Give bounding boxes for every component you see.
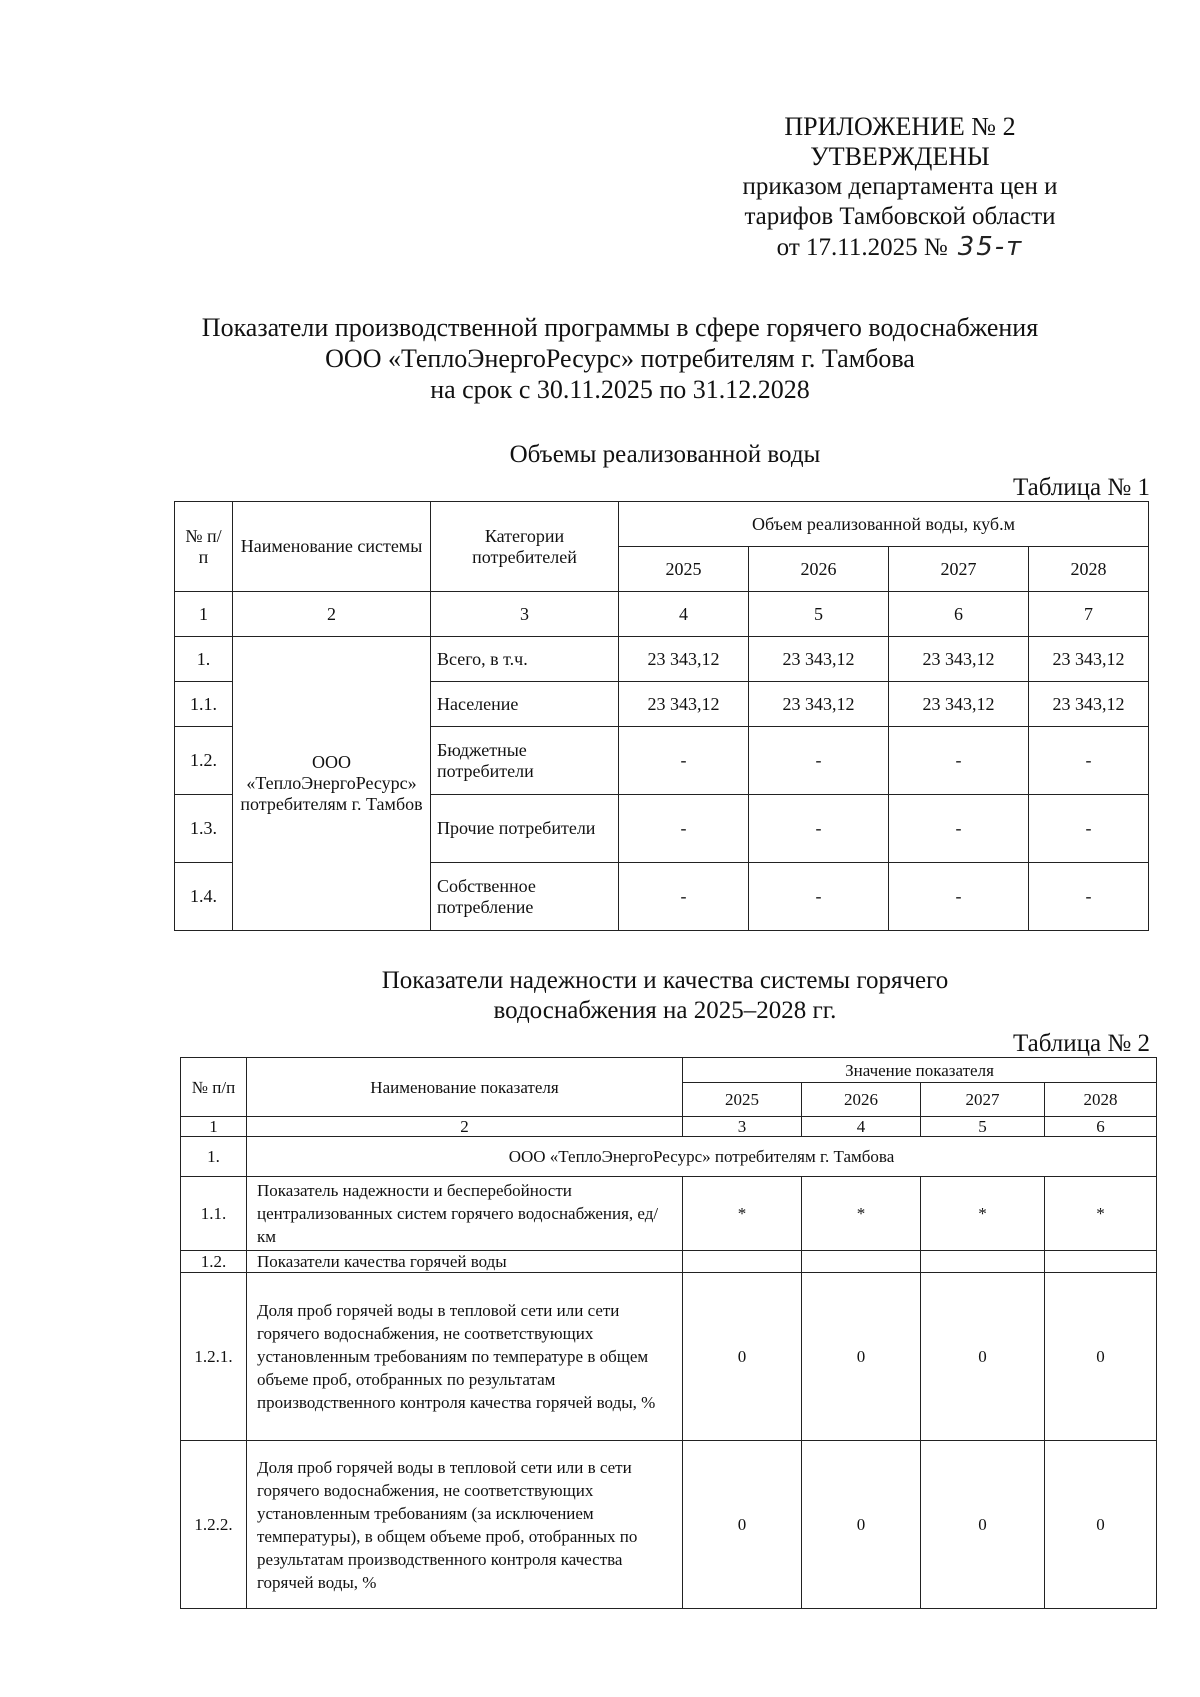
row-value: 0 [1045,1273,1157,1441]
table-row [175,637,1149,682]
table-row [181,1251,1157,1273]
row-value: 23 343,12 [1029,682,1149,727]
t1-index-row [175,592,1149,637]
t2-year: 2027 [921,1083,1045,1117]
row-value: 0 [683,1273,802,1441]
table2-title-line-2: водоснабжения на 2025–2028 гг. [493,997,837,1024]
row-num: 1.2.2. [181,1441,247,1609]
row-value: 0 [802,1441,921,1609]
table2-section-title [150,966,1180,1026]
quality-table [180,1057,1157,1609]
row-value: - [749,727,889,795]
t1-header-system: Наименование системы [233,502,431,592]
row-value: * [802,1177,921,1251]
approval-header [710,112,1090,263]
row-indicator-name: Доля проб горячей воды в тепловой сети или сети горячего водоснабжения, не соответствующих установленным требованиям по температуре в общем объеме проб, отобранных по результатам производственного контроля качества горячей воды, % [247,1273,683,1441]
row-value: 0 [1045,1441,1157,1609]
table2-title-line-1: Показатели надежности и качества системы горячего [381,967,949,994]
row-value: - [619,863,749,931]
row-value: 23 343,12 [619,637,749,682]
table2-label: Таблица № 2 [1012,1030,1150,1057]
row-value: 0 [921,1273,1045,1441]
row-num: 1. [175,637,233,682]
volumes-table [174,501,1149,931]
approval-line-2: тарифов Тамбовской области [744,203,1056,230]
row-indicator-name: Показатель надежности и бесперебойности централизованных систем горячего водоснабжения, ед/км [247,1177,683,1251]
t1-index-cell: 5 [749,592,889,637]
row-value: - [619,795,749,863]
row-category: Всего, в т.ч. [431,637,619,682]
t1-year: 2026 [749,547,889,592]
row-value: - [1029,727,1149,795]
row-indicator-name: Показатели качества горячей воды [247,1251,683,1273]
row-num: 1.2. [175,727,233,795]
order-date-line [710,232,1090,263]
row-category: Прочие потребители [431,795,619,863]
row-num: 1.4. [175,863,233,931]
row-value: - [619,727,749,795]
row-value: 0 [921,1441,1045,1609]
t1-header-num: № п/п [175,502,233,592]
row-num: 1.1. [175,682,233,727]
t1-index-cell: 3 [431,592,619,637]
row-value: 23 343,12 [889,682,1029,727]
row-category: Население [431,682,619,727]
row-category: Собственное потребление [431,863,619,931]
row-value: 0 [683,1441,802,1609]
title-line-1: Показатели производственной программы в сфере горячего водоснабжения [201,313,1039,342]
org-row-text: ООО «ТеплоЭнергоРесурс» потребителям г. Тамбова [247,1137,1157,1177]
t2-year: 2028 [1045,1083,1157,1117]
system-name-cell: ООО «ТеплоЭнергоРесурс» потребителям г. Тамбов [233,637,431,931]
row-indicator-name: Доля проб горячей воды в тепловой сети или в сети горячего водоснабжения, не соответствующих установленным требованиям (за исключением температуры), в общем объеме проб, отобранных по результатам производственного контроля качества горячей воды, % [247,1441,683,1609]
approved-heading: УТВЕРЖДЕНЫ [810,142,990,171]
empty-cell [921,1251,1045,1273]
title-line-2: ООО «ТеплоЭнергоРесурс» потребителям г. Тамбова [325,344,915,373]
row-value: 0 [802,1273,921,1441]
t1-header-category: Категории потребителей [431,502,619,592]
row-value: * [921,1177,1045,1251]
row-num: 1.2. [181,1251,247,1273]
table-row [181,1137,1157,1177]
order-date: от 17.11.2025 № [776,234,948,261]
row-value: 23 343,12 [1029,637,1149,682]
row-value: - [889,795,1029,863]
row-value: 23 343,12 [619,682,749,727]
empty-cell [683,1251,802,1273]
row-value: - [749,863,889,931]
empty-cell [1045,1251,1157,1273]
t1-index-cell: 2 [233,592,431,637]
table1-section-title: Объемы реализованной воды [509,441,821,468]
t1-index-cell: 7 [1029,592,1149,637]
t1-year: 2028 [1029,547,1149,592]
document-title [120,312,1120,405]
t1-header-volume: Объем реализованной воды, куб.м [619,502,1149,547]
table-row [181,1177,1157,1251]
row-num: 1. [181,1137,247,1177]
row-value: - [1029,795,1149,863]
row-value: - [749,795,889,863]
row-value: 23 343,12 [889,637,1029,682]
t2-header-value: Значение показателя [683,1058,1157,1083]
t2-index-cell: 3 [683,1117,802,1137]
row-num: 1.1. [181,1177,247,1251]
t1-index-cell: 4 [619,592,749,637]
t2-index-cell: 4 [802,1117,921,1137]
t2-index-cell: 1 [181,1117,247,1137]
t2-header-name: Наименование показателя [247,1058,683,1117]
row-num: 1.3. [175,795,233,863]
row-value: * [1045,1177,1157,1251]
table-row [181,1441,1157,1609]
row-category: Бюджетные потребители [431,727,619,795]
row-value: 23 343,12 [749,637,889,682]
order-number-handwritten: 35-т [957,232,1024,262]
t1-index-cell: 1 [175,592,233,637]
t1-index-cell: 6 [889,592,1029,637]
t2-year: 2025 [683,1083,802,1117]
row-value: 23 343,12 [749,682,889,727]
t2-year: 2026 [802,1083,921,1117]
t2-index-row [181,1117,1157,1137]
t2-index-cell: 5 [921,1117,1045,1137]
row-value: - [889,863,1029,931]
row-value: * [683,1177,802,1251]
row-value: - [1029,863,1149,931]
t1-year: 2025 [619,547,749,592]
row-value: - [889,727,1029,795]
t1-year: 2027 [889,547,1029,592]
t2-index-cell: 6 [1045,1117,1157,1137]
approval-line-1: приказом департамента цен и [742,173,1058,200]
table-row [181,1273,1157,1441]
t2-index-cell: 2 [247,1117,683,1137]
title-line-3: на срок с 30.11.2025 по 31.12.2028 [430,375,810,404]
empty-cell [802,1251,921,1273]
table1-label: Таблица № 1 [1012,474,1150,501]
appendix-heading: ПРИЛОЖЕНИЕ № 2 [784,112,1016,141]
t2-header-num: № п/п [181,1058,247,1117]
row-num: 1.2.1. [181,1273,247,1441]
